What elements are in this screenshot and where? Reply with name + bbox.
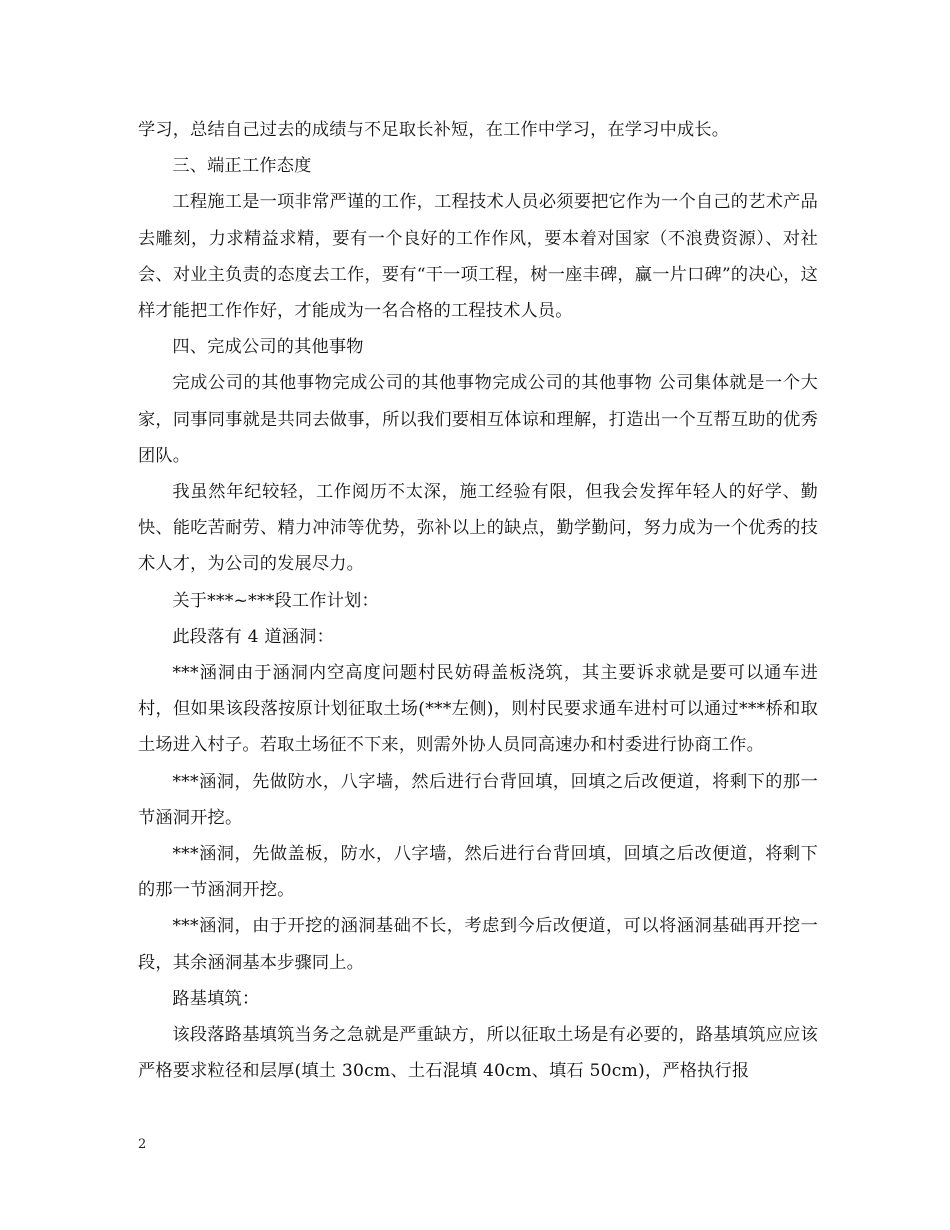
paragraph-culvert-3: ***涵洞，先做盖板，防水，八字墙，然后进行台背回填，回填之后改便道，将剩下的那一节涵洞开挖。	[138, 844, 818, 901]
paragraph-culvert-1: ***涵洞由于涵洞内空高度问题村民妨碍盖板浇筑，其主要诉求就是要可以通车进村，但如果该段落按原计划征取土场(***左侧)，则村民要求通车进村可以通过***桥和取土场进入村子。若取土场征不下来，则需外协人员同高速办和村委进行协商工作。	[138, 663, 818, 756]
paragraph-self: 我虽然年纪较轻，工作阅历不太深，施工经验有限，但我会发挥年轻人的好学、勤快、能吃苦耐劳、精力冲沛等优势，弥补以上的缺点，勤学勤问，努力成为一个优秀的技术人才，为公司的发展尽力。	[138, 482, 818, 575]
paragraph-team: 完成公司的其他事物完成公司的其他事物完成公司的其他事物 公司集体就是一个大家，同事同事就是共同去做事，所以我们要相互体谅和理解，打造出一个互帮互助的优秀团队。	[138, 373, 818, 466]
subheading-culverts: 此段落有 4 道涵洞：	[172, 626, 334, 647]
paragraph-subgrade: 该段落路基填筑当务之急就是严重缺方，所以征取土场是有必要的，路基填筑应应该严格要求粒径和层厚(填土 30cm、土石混填 40cm、填石 50cm)，严格执行报	[138, 1025, 818, 1082]
section-heading-other-tasks: 四、完成公司的其他事物	[172, 337, 364, 358]
section-heading-attitude: 三、端正工作态度	[172, 156, 312, 177]
page-number: 2	[138, 1137, 147, 1152]
paragraph-continuation: 学习，总结自己过去的成绩与不足取长补短，在工作中学习，在学习中成长。	[138, 120, 730, 140]
paragraph-culvert-2: ***涵洞，先做防水，八字墙，然后进行台背回填，回填之后改便道，将剩下的那一节涵洞开挖。	[138, 771, 818, 828]
paragraph-attitude: 工程施工是一项非常严谨的工作，工程技术人员必须要把它作为一个自己的艺术产品去雕刻，力求精益求精，要有一个良好的工作作风，要本着对国家（不浪费资源）、对社会、对业主负责的态度去工作，要有“干一项工程，树一座丰碑，赢一片口碑”的决心，这样才能把工作作好，才能成为一名合格的工程技术人员。	[138, 192, 818, 322]
section-heading-work-plan: 关于***~***段工作计划：	[172, 590, 379, 611]
document-body	[138, 112, 818, 1089]
subheading-subgrade: 路基填筑：	[172, 988, 260, 1009]
paragraph-culvert-4: ***涵洞，由于开挖的涵洞基础不长，考虑到今后改便道，可以将涵洞基础再开挖一段，其余涵洞基本步骤同上。	[138, 916, 818, 973]
